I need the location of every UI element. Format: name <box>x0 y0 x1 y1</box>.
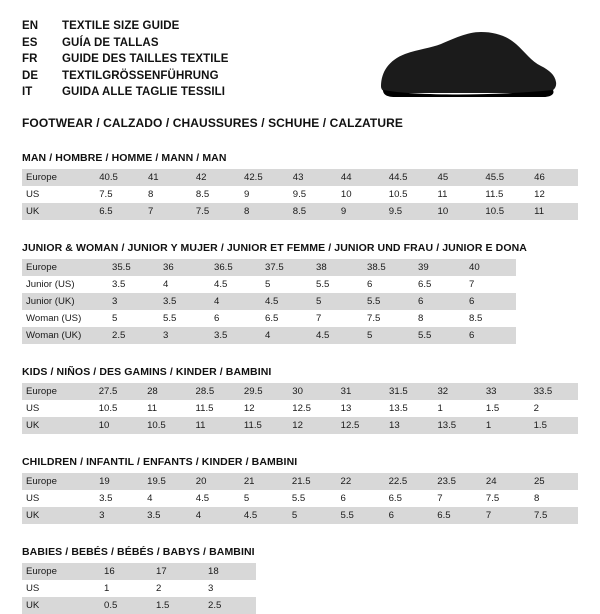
language-code: DE <box>22 69 39 82</box>
size-cell: 11.5 <box>481 186 530 203</box>
row-label: US <box>22 186 95 203</box>
language-row <box>22 84 229 101</box>
size-section <box>22 366 578 434</box>
size-cell: 6.5 <box>95 203 144 220</box>
size-cell: 13 <box>385 417 433 434</box>
language-code: EN <box>22 20 39 32</box>
size-cell: 38 <box>312 259 363 276</box>
language-row <box>22 35 229 52</box>
size-cell: 4.5 <box>312 327 363 344</box>
size-cell: 3.5 <box>143 507 192 524</box>
table-row <box>22 327 516 344</box>
size-cell: 6.5 <box>433 507 482 524</box>
size-cell: 43 <box>289 169 337 186</box>
dress-shoe-icon <box>375 30 560 102</box>
size-cell: 41 <box>144 169 192 186</box>
size-cell: 7.5 <box>192 203 240 220</box>
row-label: Woman (UK) <box>22 327 108 344</box>
row-label: Europe <box>22 259 108 276</box>
size-cell: 12.5 <box>337 417 385 434</box>
size-cell: 3.5 <box>95 490 143 507</box>
size-cell: 5.5 <box>363 293 414 310</box>
language-title: TEXTILE SIZE GUIDE <box>62 20 180 32</box>
size-cell: 6 <box>465 293 516 310</box>
size-cell: 12 <box>530 186 578 203</box>
size-cell: 5.5 <box>414 327 465 344</box>
row-label: Europe <box>22 169 95 186</box>
size-cell: 6 <box>337 490 385 507</box>
size-cell: 4.5 <box>240 507 288 524</box>
size-cell: 6.5 <box>261 310 312 327</box>
size-cell: 1.5 <box>530 417 578 434</box>
table-row <box>22 293 516 310</box>
size-cell: 7.5 <box>530 507 578 524</box>
size-cell: 39 <box>414 259 465 276</box>
category-line: FOOTWEAR / CALZADO / CHAUSSURES / SCHUHE / CALZATURE <box>22 116 403 130</box>
size-cell: 11 <box>530 203 578 220</box>
size-cell: 31.5 <box>385 383 433 400</box>
size-cell: 22.5 <box>385 473 434 490</box>
size-cell: 5 <box>363 327 414 344</box>
size-cell: 32 <box>433 383 481 400</box>
size-tables <box>22 152 578 614</box>
size-cell: 19.5 <box>143 473 192 490</box>
size-cell: 5.5 <box>312 276 363 293</box>
size-cell: 3.5 <box>108 276 159 293</box>
size-cell: 33.5 <box>530 383 578 400</box>
size-cell: 7.5 <box>482 490 530 507</box>
size-cell: 25 <box>530 473 578 490</box>
size-cell: 36 <box>159 259 210 276</box>
table-row <box>22 310 516 327</box>
size-table <box>22 259 516 344</box>
size-cell: 7 <box>465 276 516 293</box>
size-cell: 6 <box>465 327 516 344</box>
size-cell: 10 <box>434 203 482 220</box>
size-cell: 4.5 <box>192 490 240 507</box>
row-label: Woman (US) <box>22 310 108 327</box>
language-list <box>22 18 229 101</box>
section-title: MAN / HOMBRE / HOMME / MANN / MAN <box>22 152 227 164</box>
size-cell: 24 <box>482 473 530 490</box>
size-cell: 5 <box>288 507 337 524</box>
size-cell: 9.5 <box>289 186 337 203</box>
size-cell: 3.5 <box>159 293 210 310</box>
row-label: US <box>22 490 95 507</box>
size-cell: 3.5 <box>210 327 261 344</box>
size-cell: 6 <box>385 507 434 524</box>
size-cell: 44 <box>337 169 385 186</box>
row-label: UK <box>22 507 95 524</box>
table-row <box>22 580 256 597</box>
size-cell: 6 <box>210 310 261 327</box>
size-cell: 7.5 <box>363 310 414 327</box>
row-label: US <box>22 400 95 417</box>
size-cell: 5 <box>261 276 312 293</box>
table-row <box>22 490 578 507</box>
size-cell: 8.5 <box>192 186 240 203</box>
language-title: GUIDE DES TAILLES TEXTILE <box>62 53 229 65</box>
size-cell: 7.5 <box>95 186 144 203</box>
size-cell: 1.5 <box>152 597 204 614</box>
size-cell: 10 <box>337 186 385 203</box>
size-cell: 20 <box>192 473 240 490</box>
table-row <box>22 383 578 400</box>
size-cell: 21.5 <box>288 473 337 490</box>
size-cell: 11 <box>191 417 239 434</box>
size-section <box>22 152 578 220</box>
size-cell: 4 <box>159 276 210 293</box>
table-row <box>22 417 578 434</box>
size-cell: 10 <box>95 417 143 434</box>
size-cell: 8.5 <box>465 310 516 327</box>
size-cell: 31 <box>337 383 385 400</box>
table-row <box>22 203 578 220</box>
size-cell: 5.5 <box>288 490 337 507</box>
row-label: UK <box>22 203 95 220</box>
table-row <box>22 400 578 417</box>
size-cell: 6 <box>363 276 414 293</box>
size-cell: 1 <box>100 580 152 597</box>
size-cell: 8 <box>414 310 465 327</box>
size-cell: 13 <box>337 400 385 417</box>
size-cell: 1.5 <box>482 400 530 417</box>
size-cell: 42 <box>192 169 240 186</box>
section-title: KIDS / NIÑOS / DES GAMINS / KINDER / BAMBINI <box>22 366 272 378</box>
language-code: FR <box>22 53 38 65</box>
size-cell: 45 <box>434 169 482 186</box>
row-label: UK <box>22 597 100 614</box>
size-cell: 36.5 <box>210 259 261 276</box>
size-cell: 28.5 <box>191 383 239 400</box>
size-table <box>22 169 578 220</box>
size-cell: 9 <box>337 203 385 220</box>
size-cell: 4.5 <box>261 293 312 310</box>
size-cell: 4 <box>192 507 240 524</box>
size-cell: 23.5 <box>433 473 482 490</box>
size-cell: 27.5 <box>95 383 143 400</box>
table-row <box>22 259 516 276</box>
section-title: CHILDREN / INFANTIL / ENFANTS / KINDER / BAMBINI <box>22 456 298 468</box>
size-cell: 46 <box>530 169 578 186</box>
size-section <box>22 456 578 524</box>
size-cell: 12.5 <box>288 400 336 417</box>
size-cell: 5.5 <box>337 507 385 524</box>
size-cell: 1 <box>482 417 530 434</box>
size-cell: 12 <box>288 417 336 434</box>
size-cell: 7 <box>144 203 192 220</box>
size-cell: 0.5 <box>100 597 152 614</box>
size-cell: 10.5 <box>95 400 143 417</box>
size-cell: 8 <box>144 186 192 203</box>
row-label: Junior (UK) <box>22 293 108 310</box>
size-cell: 11 <box>434 186 482 203</box>
row-label: UK <box>22 417 95 434</box>
size-cell: 16 <box>100 563 152 580</box>
size-cell: 10.5 <box>481 203 530 220</box>
language-code: IT <box>22 86 33 98</box>
size-cell: 33 <box>482 383 530 400</box>
size-cell: 40.5 <box>95 169 144 186</box>
language-row <box>22 51 229 68</box>
size-cell: 3 <box>108 293 159 310</box>
size-cell: 5 <box>108 310 159 327</box>
language-row <box>22 68 229 85</box>
size-cell: 3 <box>204 580 256 597</box>
size-cell: 4 <box>261 327 312 344</box>
size-cell: 7 <box>312 310 363 327</box>
size-cell: 6.5 <box>414 276 465 293</box>
size-cell: 5 <box>240 490 288 507</box>
size-cell: 6.5 <box>385 490 434 507</box>
size-cell: 9.5 <box>385 203 434 220</box>
table-row <box>22 563 256 580</box>
size-table <box>22 563 256 614</box>
language-code: ES <box>22 36 38 49</box>
size-cell: 17 <box>152 563 204 580</box>
size-cell: 4.5 <box>210 276 261 293</box>
size-cell: 18 <box>204 563 256 580</box>
size-cell: 8.5 <box>289 203 337 220</box>
size-cell: 10.5 <box>143 417 191 434</box>
size-cell: 44.5 <box>385 169 434 186</box>
size-cell: 7 <box>482 507 530 524</box>
size-cell: 35.5 <box>108 259 159 276</box>
size-cell: 38.5 <box>363 259 414 276</box>
section-title: JUNIOR & WOMAN / JUNIOR Y MUJER / JUNIOR ET FEMME / JUNIOR UND FRAU / JUNIOR E DONA <box>22 242 527 254</box>
size-cell: 2 <box>152 580 204 597</box>
section-title: BABIES / BEBÉS / BÉBÉS / BABYS / BAMBINI <box>22 546 255 558</box>
size-cell: 42.5 <box>240 169 289 186</box>
size-cell: 40 <box>465 259 516 276</box>
size-cell: 28 <box>143 383 191 400</box>
size-cell: 9 <box>240 186 289 203</box>
size-cell: 3 <box>159 327 210 344</box>
table-row <box>22 276 516 293</box>
size-cell: 22 <box>337 473 385 490</box>
size-cell: 3 <box>95 507 143 524</box>
size-table <box>22 473 578 524</box>
row-label: Junior (US) <box>22 276 108 293</box>
size-cell: 45.5 <box>481 169 530 186</box>
table-row <box>22 169 578 186</box>
size-cell: 4 <box>210 293 261 310</box>
table-row <box>22 473 578 490</box>
size-cell: 10.5 <box>385 186 434 203</box>
size-cell: 2.5 <box>108 327 159 344</box>
size-table <box>22 383 578 434</box>
size-cell: 7 <box>433 490 482 507</box>
size-cell: 4 <box>143 490 192 507</box>
size-cell: 11.5 <box>240 417 288 434</box>
table-row <box>22 507 578 524</box>
size-cell: 21 <box>240 473 288 490</box>
size-cell: 12 <box>240 400 288 417</box>
size-cell: 19 <box>95 473 143 490</box>
size-section <box>22 546 578 614</box>
size-cell: 1 <box>433 400 481 417</box>
size-cell: 11.5 <box>191 400 239 417</box>
size-section <box>22 242 578 344</box>
size-cell: 8 <box>530 490 578 507</box>
size-cell: 5 <box>312 293 363 310</box>
row-label: US <box>22 580 100 597</box>
size-cell: 29.5 <box>240 383 288 400</box>
size-cell: 30 <box>288 383 336 400</box>
size-cell: 5.5 <box>159 310 210 327</box>
language-row <box>22 18 229 35</box>
size-cell: 8 <box>240 203 289 220</box>
size-cell: 6 <box>414 293 465 310</box>
language-title: TEXTILGRÖSSENFÜHRUNG <box>62 69 219 82</box>
size-cell: 2.5 <box>204 597 256 614</box>
document-header <box>22 18 578 102</box>
row-label: Europe <box>22 473 95 490</box>
size-cell: 2 <box>530 400 578 417</box>
size-cell: 13.5 <box>433 417 481 434</box>
size-cell: 13.5 <box>385 400 433 417</box>
table-row <box>22 186 578 203</box>
language-title: GUIDA ALLE TAGLIE TESSILI <box>62 86 226 98</box>
row-label: Europe <box>22 383 95 400</box>
size-cell: 11 <box>143 400 191 417</box>
language-title: GUÍA DE TALLAS <box>62 36 159 49</box>
size-cell: 37.5 <box>261 259 312 276</box>
row-label: Europe <box>22 563 100 580</box>
